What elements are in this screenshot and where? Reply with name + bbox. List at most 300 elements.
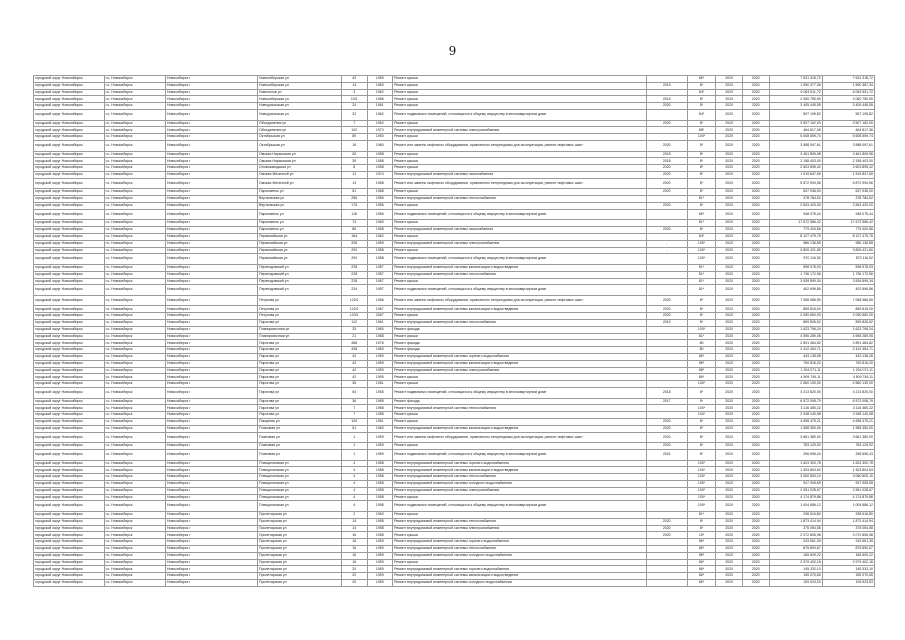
cell-end: 2020: [742, 271, 769, 278]
cell-settlement: г.о. Новосибирск: [104, 419, 165, 426]
cell-district: городской округ Новосибирск: [34, 326, 105, 333]
cell-share: 100*: [687, 501, 716, 512]
cell-house: 20: [341, 579, 367, 586]
cell-district: городской округ Новосибирск: [34, 425, 105, 432]
cell-street: Планировочная ул: [258, 326, 342, 333]
cell-house: 224: [341, 285, 367, 296]
cell-sum2: 155 070,65: [822, 573, 874, 580]
cell-work: Ремонт крыши: [393, 381, 647, 388]
cell-start: 2020: [716, 178, 743, 189]
cell-sum1: 109 923,53: [769, 579, 822, 586]
cell-city: Новосибирск г: [165, 467, 257, 474]
cell-share: 86*: [687, 209, 716, 220]
cell-street: Переездовский ул: [258, 271, 342, 278]
cell-district: городской округ Новосибирск: [34, 109, 105, 120]
cell-sum1: 1 736 172,96: [769, 271, 822, 278]
cell-end: 2020: [742, 240, 769, 247]
cell-district: городской округ Новосибирск: [34, 254, 105, 265]
cell-settlement: г.о. Новосибирск: [104, 566, 165, 573]
cell-street: Плющихинская ул: [258, 501, 342, 512]
table-row: [34, 467, 875, 474]
cell-start: 2020: [716, 425, 743, 432]
cell-district: городской округ Новосибирск: [34, 227, 105, 234]
table-row: [34, 340, 875, 347]
cell-settlement: г.о. Новосибирск: [104, 388, 165, 399]
cell-settlement: г.о. Новосибирск: [104, 271, 165, 278]
cell-street: Переездовский ул: [258, 264, 342, 271]
cell-share: 8*: [687, 178, 716, 189]
cell-year2: 2020: [646, 425, 687, 432]
cell-end: 2020: [742, 487, 769, 494]
cell-work: Ремонт крыши: [393, 313, 647, 320]
cell-district: городской округ Новосибирск: [34, 271, 105, 278]
cell-work: Ремонт фасада: [393, 347, 647, 354]
cell-year2: [646, 367, 687, 374]
cell-end: 2020: [742, 171, 769, 178]
table-row: [34, 158, 875, 165]
cell-house: 1: [341, 450, 367, 461]
cell-start: 2020: [716, 388, 743, 399]
cell-work: Ремонт крыши: [393, 559, 647, 566]
cell-house: 42: [341, 354, 367, 361]
cell-start: 2020: [716, 381, 743, 388]
cell-start: 2020: [716, 450, 743, 461]
cell-sum1: 3 588 097,61: [769, 140, 822, 151]
cell-sum2: 2 603 895,42: [822, 165, 874, 172]
cell-year2: [646, 573, 687, 580]
table-row: [34, 381, 875, 388]
cell-work: Ремонт фасада: [393, 340, 647, 347]
cell-year: 1960: [367, 511, 393, 518]
cell-share: 8*: [687, 103, 716, 110]
cell-city: Новосибирск г: [165, 381, 257, 388]
cell-year: 1960: [367, 326, 393, 333]
cell-start: 2020: [716, 487, 743, 494]
cell-year: 1950: [367, 134, 393, 141]
cell-year2: [646, 354, 687, 361]
cell-work: Ремонт внутридомовой инженерной системы канализации и водоотведения: [393, 360, 647, 367]
table-row: [34, 151, 875, 158]
cell-street: Пролетарская ул: [258, 518, 342, 525]
cell-year: 1961: [367, 419, 393, 426]
cell-settlement: г.о. Новосибирск: [104, 96, 165, 103]
cell-work: Ремонт внутридомовой инженерной системы газоснабжения: [393, 171, 647, 178]
cell-sum2: 779 400,56: [822, 227, 874, 234]
cell-start: 2020: [716, 419, 743, 426]
cell-share: 8*: [687, 320, 716, 327]
cell-start: 2020: [716, 347, 743, 354]
cell-house: 109: [341, 419, 367, 426]
cell-start: 2020: [716, 227, 743, 234]
cell-work: Ремонт внутридомовой инженерной системы теплоснабжения: [393, 518, 647, 525]
cell-year2: -: [646, 240, 687, 247]
cell-year: 1958: [367, 525, 393, 532]
cell-start: 2020: [716, 340, 743, 347]
cell-street: Плющихинская ул: [258, 467, 342, 474]
cell-settlement: г.о. Новосибирск: [104, 320, 165, 327]
table-row: [34, 573, 875, 580]
cell-sum1: 3 116 480,22: [769, 405, 822, 412]
cell-sum1: 2 979 402,18: [769, 559, 822, 566]
cell-district: городской округ Новосибирск: [34, 450, 105, 461]
cell-work: Ремонт фасада: [393, 398, 647, 405]
cell-work: Ремонт внутридомовой инженерной системы теплоснабжения: [393, 405, 647, 412]
cell-year: 1958: [367, 494, 393, 501]
cell-district: городской округ Новосибирск: [34, 89, 105, 96]
cell-settlement: г.о. Новосибирск: [104, 227, 165, 234]
cell-city: Новосибирск г: [165, 511, 257, 518]
cell-district: городской округ Новосибирск: [34, 240, 105, 247]
cell-settlement: г.о. Новосибирск: [104, 247, 165, 254]
table-body: [34, 76, 875, 587]
cell-street: Пролетарская ул: [258, 511, 342, 518]
cell-street: Октябрьская ул: [258, 140, 342, 151]
cell-street: Плющихинская ул: [258, 474, 342, 481]
cell-city: Новосибирск г: [165, 127, 257, 134]
cell-settlement: г.о. Новосибирск: [104, 285, 165, 296]
cell-end: 2020: [742, 559, 769, 566]
cell-sum1: 3 060 800,10: [769, 474, 822, 481]
cell-work: Ремонт внутридомовой инженерной системы горячего водоснабжения: [393, 460, 647, 467]
cell-house: 20: [341, 566, 367, 573]
cell-house: 36: [341, 398, 367, 405]
cell-start: 2020: [716, 573, 743, 580]
cell-sum1: 4 174 879,86: [769, 494, 822, 501]
cell-end: 2020: [742, 278, 769, 285]
cell-share: 86*: [687, 573, 716, 580]
cell-share: 5*: [687, 398, 716, 405]
cell-settlement: г.о. Новосибирск: [104, 432, 165, 443]
cell-end: 2020: [742, 209, 769, 220]
cell-street: Вертковская ул: [258, 196, 342, 203]
cell-work: Ремонт внутридомовой инженерной системы горячего водоснабжения: [393, 539, 647, 546]
cell-street: Омская Нарымская ул: [258, 151, 342, 158]
cell-end: 2020: [742, 306, 769, 313]
table-row: [34, 76, 875, 83]
cell-street: Пирогова ул: [258, 374, 342, 381]
cell-sum2: 1 558 350,00: [822, 425, 874, 432]
cell-house: 42: [341, 76, 367, 83]
cell-share: 80: [687, 340, 716, 347]
cell-sum1: 1 873 414,94: [769, 518, 822, 525]
cell-street: Пролетарская ул: [258, 559, 342, 566]
cell-district: городской округ Новосибирск: [34, 127, 105, 134]
cell-work: Ремонт внутридомовой инженерной системы теплоснабжения: [393, 271, 647, 278]
cell-house: 42: [341, 360, 367, 367]
cell-work: Ремонт крыши: [393, 419, 647, 426]
cell-district: городской округ Новосибирск: [34, 171, 105, 178]
cell-year2: 2019: [646, 82, 687, 89]
cell-district: городской округ Новосибирск: [34, 398, 105, 405]
cell-end: 2020: [742, 96, 769, 103]
cell-share: 100*: [687, 405, 716, 412]
cell-year: 1962: [367, 233, 393, 240]
cell-year: 1958: [367, 178, 393, 189]
cell-year2: [646, 271, 687, 278]
cell-end: 2020: [742, 360, 769, 367]
cell-work: Ремонт крыши: [393, 96, 647, 103]
table-row: [34, 295, 875, 306]
cell-settlement: г.о. Новосибирск: [104, 189, 165, 196]
cell-house: 4: [341, 481, 367, 488]
cell-house: 4: [341, 474, 367, 481]
cell-street: Плющихинская ул: [258, 460, 342, 467]
cell-district: городской округ Новосибирск: [34, 189, 105, 196]
cell-house: 20: [341, 573, 367, 580]
cell-city: Новосибирск г: [165, 109, 257, 120]
cell-district: городской округ Новосибирск: [34, 494, 105, 501]
cell-sum1: 3 661 380,00: [769, 432, 822, 443]
cell-year: 1958: [367, 481, 393, 488]
cell-year: 1959: [367, 367, 393, 374]
cell-end: 2020: [742, 545, 769, 552]
cell-city: Новосибирск г: [165, 96, 257, 103]
cell-settlement: г.о. Новосибирск: [104, 552, 165, 559]
cell-settlement: г.о. Новосибирск: [104, 559, 165, 566]
cell-start: 2020: [716, 518, 743, 525]
cell-district: городской округ Новосибирск: [34, 552, 105, 559]
cell-start: 2020: [716, 151, 743, 158]
cell-start: 2020: [716, 209, 743, 220]
cell-sum2: 899 826,52: [822, 320, 874, 327]
cell-street: Объединения ул: [258, 120, 342, 127]
cell-house: 436: [341, 347, 367, 354]
cell-end: 2020: [742, 398, 769, 405]
cell-city: Новосибирск г: [165, 233, 257, 240]
cell-work: Ремонт крыши: [393, 278, 647, 285]
cell-year: 1959: [367, 432, 393, 443]
cell-settlement: г.о. Новосибирск: [104, 165, 165, 172]
cell-city: Новосибирск г: [165, 165, 257, 172]
cell-sum1: 1 590 377,06: [769, 82, 822, 89]
cell-sum2: 4 596 289,05: [822, 333, 874, 340]
cell-settlement: г.о. Новосибирск: [104, 264, 165, 271]
cell-city: Новосибирск г: [165, 367, 257, 374]
cell-work: Ремонт внутридомовой инженерной системы канализации и водоотведения: [393, 264, 647, 271]
table-row: [34, 278, 875, 285]
cell-work: Ремонт крыши: [393, 76, 647, 83]
cell-end: 2020: [742, 326, 769, 333]
cell-start: 2020: [716, 566, 743, 573]
cell-house: 7: [341, 405, 367, 412]
cell-street: Новоуральская ул: [258, 109, 342, 120]
cell-start: 2020: [716, 539, 743, 546]
cell-district: городской округ Новосибирск: [34, 367, 105, 374]
cell-district: городской округ Новосибирск: [34, 419, 105, 426]
cell-start: 2020: [716, 525, 743, 532]
cell-start: 2020: [716, 474, 743, 481]
table-row: [34, 264, 875, 271]
table-row: [34, 227, 875, 234]
cell-city: Новосибирск г: [165, 151, 257, 158]
cell-house: 102: [341, 127, 367, 134]
cell-year: 1958: [367, 474, 393, 481]
cell-district: городской округ Новосибирск: [34, 525, 105, 532]
cell-year: 1958: [367, 487, 393, 494]
cell-city: Новосибирск г: [165, 271, 257, 278]
table-row: [34, 487, 875, 494]
cell-sum1: 875 890,67: [769, 545, 822, 552]
cell-house: 256: [341, 196, 367, 203]
table-row: [34, 374, 875, 381]
cell-district: городской округ Новосибирск: [34, 333, 105, 340]
cell-start: 2020: [716, 271, 743, 278]
cell-year: 1955: [367, 398, 393, 405]
cell-district: городской округ Новосибирск: [34, 432, 105, 443]
cell-sum1: 3 539 899,34: [769, 278, 822, 285]
cell-start: 2020: [716, 320, 743, 327]
cell-district: городской округ Новосибирск: [34, 545, 105, 552]
cell-sum1: 17 672 586,42: [769, 220, 822, 227]
cell-house: 228: [341, 271, 367, 278]
cell-work: Ремонт крыши: [393, 103, 647, 110]
cell-city: Новосибирск г: [165, 89, 257, 96]
cell-street: Плановая ул: [258, 432, 342, 443]
cell-year2: 2021: [646, 450, 687, 461]
cell-settlement: г.о. Новосибирск: [104, 481, 165, 488]
cell-settlement: г.о. Новосибирск: [104, 539, 165, 546]
table-row: [34, 511, 875, 518]
cell-settlement: г.о. Новосибирск: [104, 374, 165, 381]
cell-end: 2020: [742, 76, 769, 83]
cell-work: Ремонт крыши: [393, 494, 647, 501]
cell-year2: 2018: [646, 158, 687, 165]
cell-street: Пирогова ул: [258, 412, 342, 419]
cell-district: городской округ Новосибирск: [34, 313, 105, 320]
cell-sum2: 165 609,22: [822, 552, 874, 559]
cell-house: 21: [341, 333, 367, 340]
cell-work: Ремонт внутридомовой инженерной системы электроснабжения: [393, 487, 647, 494]
cell-share: 86*: [687, 566, 716, 573]
cell-work: Ремонт крыши: [393, 151, 647, 158]
cell-end: 2020: [742, 127, 769, 134]
cell-city: Новосибирск г: [165, 398, 257, 405]
cell-district: городской округ Новосибирск: [34, 559, 105, 566]
cell-end: 2020: [742, 140, 769, 151]
cell-year: 1958: [367, 405, 393, 412]
cell-share: 100*: [687, 247, 716, 254]
cell-street: Планировочная ул: [258, 333, 342, 340]
cell-district: городской округ Новосибирск: [34, 82, 105, 89]
cell-work: Ремонт крыши: [393, 247, 647, 254]
cell-share: 8*: [687, 432, 716, 443]
cell-city: Новосибирск г: [165, 285, 257, 296]
cell-end: 2020: [742, 109, 769, 120]
cell-share: 100*: [687, 326, 716, 333]
cell-street: Пролетарская ул: [258, 539, 342, 546]
cell-year2: [646, 487, 687, 494]
cell-end: 2020: [742, 196, 769, 203]
cell-settlement: г.о. Новосибирск: [104, 511, 165, 518]
cell-sum1: 6 063 511,72: [769, 89, 822, 96]
cell-year2: 2018: [646, 151, 687, 158]
cell-sum1: 7 068 986,59: [769, 295, 822, 306]
table-row: [34, 347, 875, 354]
cell-city: Новосибирск г: [165, 278, 257, 285]
cell-start: 2020: [716, 559, 743, 566]
cell-share: 81*: [687, 220, 716, 227]
cell-year: 1959: [367, 559, 393, 566]
cell-start: 2020: [716, 313, 743, 320]
cell-sum2: 948 075,44: [822, 209, 874, 220]
cell-sum2: 783 129,92: [822, 443, 874, 450]
cell-sum1: 947 905,65: [769, 481, 822, 488]
cell-start: 2020: [716, 511, 743, 518]
cell-year2: [646, 412, 687, 419]
table-row: [34, 254, 875, 265]
cell-settlement: г.о. Новосибирск: [104, 202, 165, 209]
cell-work: Ремонт крыши: [393, 233, 647, 240]
cell-year2: [646, 340, 687, 347]
cell-house: 1: [341, 432, 367, 443]
table-row: [34, 539, 875, 546]
cell-district: городской округ Новосибирск: [34, 165, 105, 172]
cell-sum1: 4 509 749,11: [769, 374, 822, 381]
cell-district: городской округ Новосибирск: [34, 481, 105, 488]
cell-end: 2020: [742, 340, 769, 347]
cell-city: Новосибирск г: [165, 450, 257, 461]
table-row: [34, 518, 875, 525]
cell-share: 86*: [687, 374, 716, 381]
cell-city: Новосибирск г: [165, 443, 257, 450]
cell-year: 2067: [367, 313, 393, 320]
cell-sum2: 4 509 749,11: [822, 374, 874, 381]
cell-sum1: 4 596 289,05: [769, 333, 822, 340]
cell-district: городской округ Новосибирск: [34, 532, 105, 539]
cell-end: 2020: [742, 320, 769, 327]
cell-house: 112: [341, 320, 367, 327]
cell-city: Новосибирск г: [165, 419, 257, 426]
cell-share: 8*: [687, 82, 716, 89]
cell-city: Новосибирск г: [165, 189, 257, 196]
cell-year2: [646, 467, 687, 474]
cell-share: 84*: [687, 89, 716, 96]
cell-year2: 2020: [646, 306, 687, 313]
cell-sum1: 296 696,43: [769, 450, 822, 461]
table-row: [34, 432, 875, 443]
cell-year2: 2020: [646, 432, 687, 443]
cell-settlement: г.о. Новосибирск: [104, 103, 165, 110]
cell-sum1: 779 400,56: [769, 227, 822, 234]
cell-sum2: 2 090 660,00: [822, 313, 874, 320]
cell-house: 4: [341, 460, 367, 467]
cell-work: Ремонт внутридомовой инженерной системы канализации и водоотведения: [393, 467, 647, 474]
cell-year: 1956: [367, 209, 393, 220]
cell-share: 100*: [687, 412, 716, 419]
cell-district: городской округ Новосибирск: [34, 566, 105, 573]
cell-street: Пролетарская ул: [258, 545, 342, 552]
cell-settlement: г.о. Новосибирск: [104, 209, 165, 220]
cell-district: городской округ Новосибирск: [34, 278, 105, 285]
cell-end: 2020: [742, 443, 769, 450]
cell-sum2: 4 174 879,86: [822, 494, 874, 501]
cell-year: 1957: [367, 285, 393, 296]
cell-house: 32: [341, 109, 367, 120]
cell-year: 1958: [367, 254, 393, 265]
cell-end: 2020: [742, 388, 769, 399]
cell-year2: 2020: [646, 525, 687, 532]
cell-work: Ремонт или замена лифтового оборудования, признанного непригодным для эксплуатации, ремонт лифтовых шахт: [393, 295, 647, 306]
cell-work: Ремонт внутридомовой инженерной системы теплоснабжения: [393, 474, 647, 481]
cell-district: городской округ Новосибирск: [34, 209, 105, 220]
cell-sum1: 165 609,22: [769, 552, 822, 559]
table-row: [34, 525, 875, 532]
cell-settlement: г.о. Новосибирск: [104, 134, 165, 141]
cell-street: Омская Железной ул: [258, 178, 342, 189]
cell-end: 2020: [742, 579, 769, 586]
cell-year: 1959: [367, 552, 393, 559]
cell-start: 2020: [716, 240, 743, 247]
